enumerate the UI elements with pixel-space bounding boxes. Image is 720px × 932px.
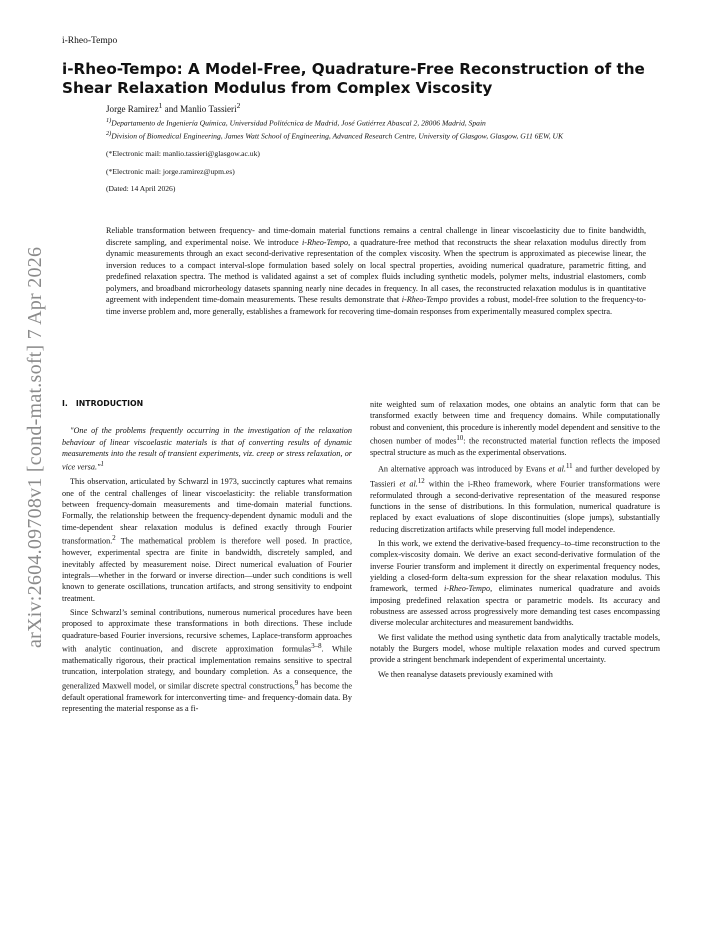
paragraph (370, 461, 660, 535)
right-column (370, 396, 660, 680)
abstract-text: Reliable transformation between frequency- and time-domain material functions remains a central challenge in linear viscoelasticity due to finite bandwidth, discrete sampling, and experimental noise. We introduce (106, 226, 646, 247)
author-list (106, 100, 646, 115)
paragraph-text: has become the default operational framework for interconverting time- and frequency-domain data. By representing the material response as a fi- (62, 681, 352, 714)
method-name: i-Rheo-Tempo (401, 295, 448, 305)
affiliation-text: Departamento de Ingeniería Química, Universidad Politécnica de Madrid, José Gutiérrez Abascal 2, 28006 Madrid, Spain (111, 118, 486, 128)
paragraph-text: Since Schwarzl’s seminal contributions, numerous numerical procedures have been proposed to approximate these transformations in both directions. These include quadrature-based Fourier inversions, recursive schemes, Laplace-transform approaches with analytic continuation, and discrete approximation formulas (62, 607, 352, 654)
paragraph (370, 399, 660, 458)
paragraph (62, 476, 352, 604)
affiliation-1 (106, 116, 646, 129)
abstract (106, 225, 646, 317)
method-name: i-Rheo-Tempo (444, 584, 491, 594)
citation-mark[interactable]: 1 (100, 461, 104, 469)
quote-text: "One of the problems frequently occurring in the investigation of the relaxation behaviour of linear viscoelastic materials is that of converting results of dynamic measurements into the result of transient experiments, viz. creep or stress relaxation, or vice versa." (62, 426, 352, 473)
abstract-text: provides a robust, model-free solution to the frequency-to-time inverse problem and, more generally, establishes a framework for recovering time-domain responses from experimentally measured complex spectra. (106, 295, 646, 316)
section-number: I. (62, 399, 68, 408)
opening-quote (62, 425, 352, 473)
paragraph-text: within the i-Rheo framework, where Fourier transformations were reformulated through a second-derivative representation of the measured response functions in the sense of distributions. In this formulation, numerical quadrature is replaced by exact evaluations of slope discontinuities (slope jumps), substantially reducing discretization artifacts while preserving full model independence. (370, 479, 660, 534)
citation-mark[interactable]: 11 (565, 463, 573, 471)
paragraph-text: nite weighted sum of relaxation modes, one obtains an analytic form that can be transformed exactly between time and frequency domains. While computationally robust and convenient, this procedure is inherently model dependent and sensitive to the chosen number of modes (370, 400, 660, 446)
paragraph (62, 607, 352, 715)
author-affil-mark-1: 1 (158, 101, 163, 110)
paragraph-text: . While mathematically rigorous, their practical implementation remains sensitive to spectral truncation, interpolation strategy, and boundary completion. As a consequence, the generalized Maxwell model, or similar discrete spectral constructions, (62, 644, 352, 691)
paragraph-text: The mathematical problem is therefore well posed. In practice, however, experimental spectra are finite in bandwidth, discretely sampled, and inevitably affected by measurement noise. Direct numerical evaluation of Fourier integrals—whether in the forward or inverse direction—under such conditions is well known to generate oscillations, truncation artifacts, and strong sensitivity to endpoint treatment. (62, 536, 352, 603)
paragraph: We first validate the method using synthetic data from analytically tractable models, notably the Burgers model, whose multiple relaxation modes and curved spectrum provide a stringent benchmark independent of experimental uncertainty. (370, 632, 660, 665)
citation-mark[interactable]: 12 (417, 477, 425, 485)
section-heading (62, 398, 352, 409)
author-name-1: Jorge Ramirez (106, 104, 159, 115)
paragraph-text: In this work, we extend the derivative-based frequency–to–time reconstruction to the complex-viscosity domain. We derive an exact second-derivative formulation of the inverse Fourier transform and implement it directly on experimental frequency nodes, yielding a closed-form delta-sum expression for the shear relaxation modulus. This framework, termed (370, 538, 660, 594)
paragraph-text: , eliminates numerical quadrature and avoids imposing predefined relaxation spectra or parametric models. Its accuracy and robustness are assessed across progressively more demanding test cases encompassing diverse molecular architectures and measurement bandwidths. (370, 584, 660, 628)
author-name-2: and Manlio Tassieri (162, 104, 237, 115)
citation-mark[interactable]: 9 (294, 679, 299, 687)
citation-mark[interactable]: 10 (456, 435, 464, 443)
affiliation-mark: 2) (106, 130, 112, 138)
front-matter (106, 100, 646, 195)
method-name: i-Rheo-Tempo (301, 237, 349, 247)
email-line-2[interactable]: (*Electronic mail: jorge.ramirez@upm.es) (106, 166, 235, 176)
author-affil-mark-2: 2 (236, 101, 241, 110)
et-al: et al. (399, 479, 418, 489)
citation-mark[interactable]: 3–8 (311, 643, 322, 650)
affiliation-text: Division of Biomedical Engineering, James Watt School of Engineering, Advanced Research Centre, University of Glasgow, Glasgow, G11 6EW, UK (111, 131, 564, 141)
affiliation-2 (106, 129, 646, 142)
paragraph: We then reanalyse datasets previously examined with (378, 669, 553, 679)
dated-line: (Dated: 14 April 2026) (106, 184, 176, 194)
affiliation-mark: 1) (106, 117, 112, 125)
paper-title: i-Rheo-Tempo: A Model-Free, Quadrature-Free Reconstruction of the Shear Relaxation Modulus from Complex Viscosity (62, 60, 645, 97)
abstract-text: , a quadrature-free method that reconstructs the shear relaxation modulus directly from dynamic measurements through an exact second-derivative representation of the complex viscosity. When the spectrum is approximated as piecewise linear, the inversion reduces to a compact interval-slope formulation based solely on local spectral properties, avoiding numerical quadrature, parametric fitting, and predefined relaxation spectra. The method is validated against a set of complex fluids including synthetic models, polymer melts, industrial elastomers, comb polymers, and broadband microrheology datasets spanning nearly nine decades in frequency. In all cases, the reconstructed relaxation modulus is in quantitative agreement with independent time-domain measurements. These results demonstrate that (106, 237, 646, 305)
running-head: i-Rheo-Tempo (62, 36, 118, 46)
email-line-1[interactable]: (*Electronic mail: manlio.tassieri@glasgow.ac.uk) (106, 149, 260, 159)
paragraph-text: An alternative approach was introduced by Evans (378, 465, 549, 475)
section-title: INTRODUCTION (75, 399, 144, 408)
paragraph-text: This observation, articulated by Schwarzl in 1973, succinctly captures what remains one of the central challenges of linear viscoelasticity: the reliable transformation between frequency-domain measurements and time-domain material functions. Formally, the relationship between the frequency-dependent dynamic moduli and the time-dependent shear relaxation modulus is defined exactly through Fourier transformation. (62, 477, 352, 546)
arxiv-identifier-stamp[interactable]: arXiv:2604.09708v1 [cond-mat.soft] 7 Apr 2026 (24, 246, 46, 648)
citation-mark[interactable]: 2 (112, 535, 116, 543)
left-column (62, 392, 352, 715)
paragraph (370, 538, 660, 629)
paragraph-text: and further developed by Tassieri (370, 465, 660, 489)
paragraph-text: : the reconstructed material function reflects the imposed spectral structure as much as the experimental observations. (370, 436, 660, 458)
et-al: et al. (548, 465, 566, 475)
